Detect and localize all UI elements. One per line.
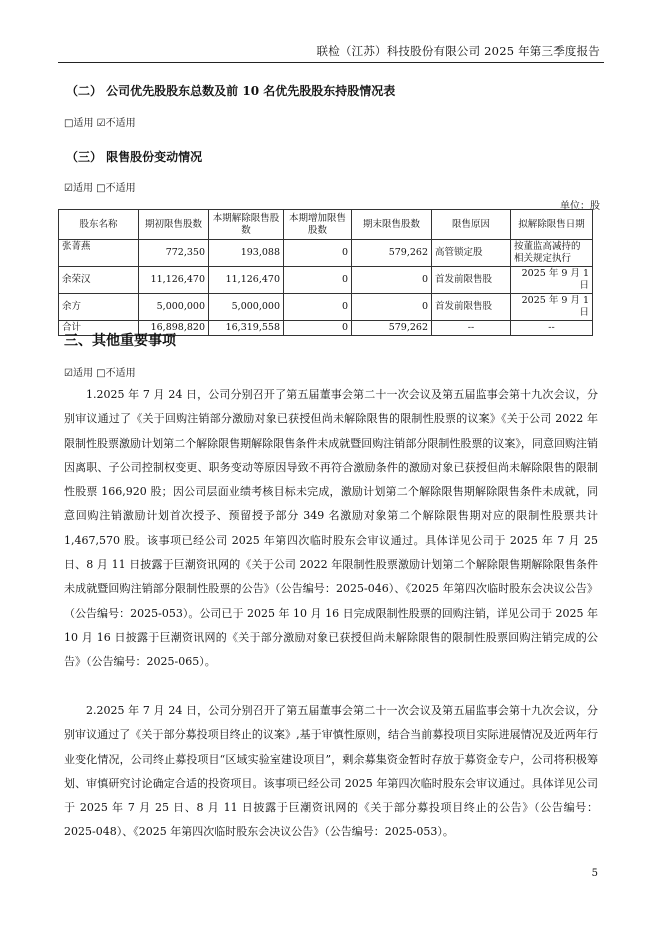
cell-total-added: 0: [284, 321, 352, 336]
col-header-added: 本期增加限售股数: [284, 210, 352, 240]
cell-release-date: 2025 年 9 月 1 日: [511, 294, 593, 321]
cell-release-date: 按董监高减持的相关规定执行: [511, 240, 593, 267]
table-row: [59, 240, 593, 267]
cell-added: 0: [284, 267, 352, 294]
cell-opening: 772,350: [139, 240, 209, 267]
page-number: 5: [591, 868, 598, 879]
cell-total-released: 16,319,558: [209, 321, 284, 336]
col-header-opening: 期初限售股数: [139, 210, 209, 240]
cell-opening: 5,000,000: [139, 294, 209, 321]
cell-total-reason: --: [432, 321, 511, 336]
page-header-title: 联检（江苏）科技股份有限公司 2025 年第三季度报告: [316, 44, 600, 58]
cell-released: 5,000,000: [209, 294, 284, 321]
cell-shareholder: 张菁燕: [59, 240, 139, 267]
cell-released: 193,088: [209, 240, 284, 267]
paragraph-item-2: 2.2025 年 7 月 24 日，公司分别召开了第五届董事会第二十一次会议及第五届监事会第十九次会议，分别审议通过了《关于部分募投项目终止的议案》,基于审慎性原则，结合当前募投项目实际进展情况及近两年行业变化情况，公司终止募投项目“区域实验室建设项目”，剩余募集资金暂时存放于募资金专户，公司将积极筹划、审慎研究讨论确定合适的投资项目。该事项已经公司 2025 年第四次临时股东会审议通过。具体详见公司于 2025 年 7 月 25 日、8 月 11 日披露于巨潮资讯网的《关于部分募投项目终止的公告》（公告编号：2025-048）、《2025 年第四次临时股东会决议公告》（公告编号：2025-053）。: [64, 704, 598, 839]
preferred-shares-heading: （二） 公司优先股股东总数及前 10 名优先股股东持股情况表: [66, 84, 396, 98]
other-matters-applicability: ☑适用 □不适用: [64, 368, 136, 379]
cell-reason: 高管锁定股: [432, 240, 511, 267]
preferred-shares-applicability: □适用 ☑不适用: [64, 118, 136, 129]
col-header-closing: 期末限售股数: [352, 210, 432, 240]
cell-closing: 0: [352, 267, 432, 294]
restricted-shares-applicability: ☑适用 □不适用: [64, 183, 136, 194]
header-divider: [58, 62, 604, 63]
col-header-shareholder: 股东名称: [59, 210, 139, 240]
cell-reason: 首发前限售股: [432, 267, 511, 294]
restricted-shares-heading: （三） 限售股份变动情况: [66, 150, 203, 164]
cell-released: 11,126,470: [209, 267, 284, 294]
cell-release-date: 2025 年 9 月 1 日: [511, 267, 593, 294]
table-row: [59, 267, 593, 294]
restricted-shares-table: [58, 209, 593, 336]
paragraph-item-1: 1.2025 年 7 月 24 日，公司分别召开了第五届董事会第二十一次会议及第五届监事会第十九次会议，分别审议通过了《关于回购注销部分激励对象已获授但尚未解除限售的限制性股票的议案》《关于公司 2022 年限制性股票激励计划第二个解除限售期解除限售条件未成就暨回购注销部分限制性股票的议案》，同意回购注销因离职、子公司控制权变更、职务变动等原因导致不再符合激励条件的激励对象已获授但尚未解除限售的限制性股票 166,920 股；因公司层面业绩考核目标未完成，激励计划第二个解除限售期解除限售条件未成就，同意回购注销激励计划首次授予、预留授予部分 349 名激励对象第二个解除限售期对应的限制性股票共计 1,467,570 股。该事项已经公司 2025 年第四次临时股东会审议通过。具体详见公司于 2025 年 7 月 25 日、8 月 11 日披露于巨潮资讯网的《关于公司 2022 年限制性股票激励计划第二个解除限售期解除限售条件未成就暨回购注销部分限制性股票的公告》（公告编号：2025-046）、《2025 年第四次临时股东会决议公告》（公告编号：2025-053）。公司已于 2025 年 10 月 16 日完成限制性股票的回购注销，详见公司于 2025 年 10 月 16 日披露于巨潮资讯网的《关于部分激励对象已获授但尚未解除限售的限制性股票回购注销完成的公告》（公告编号：2025-065）。: [64, 388, 598, 669]
cell-total-label: 合计: [59, 321, 139, 336]
cell-opening: 11,126,470: [139, 267, 209, 294]
cell-closing: 579,262: [352, 240, 432, 267]
table-row: [59, 294, 593, 321]
col-header-released: 本期解除限售股数: [209, 210, 284, 240]
cell-shareholder: 余荣汉: [59, 267, 139, 294]
cell-total-opening: 16,898,820: [139, 321, 209, 336]
cell-shareholder: 余方: [59, 294, 139, 321]
cell-added: 0: [284, 240, 352, 267]
cell-added: 0: [284, 294, 352, 321]
cell-reason: 首发前限售股: [432, 294, 511, 321]
cell-closing: 0: [352, 294, 432, 321]
col-header-reason: 限售原因: [432, 210, 511, 240]
table-header-row: [59, 210, 593, 240]
unit-label: 单位：股: [560, 201, 600, 212]
other-matters-heading: 三、其他重要事项: [64, 333, 176, 349]
cell-total-closing: 579,262: [352, 321, 432, 336]
cell-total-release-date: --: [511, 321, 593, 336]
col-header-release-date: 拟解除限售日期: [511, 210, 593, 240]
